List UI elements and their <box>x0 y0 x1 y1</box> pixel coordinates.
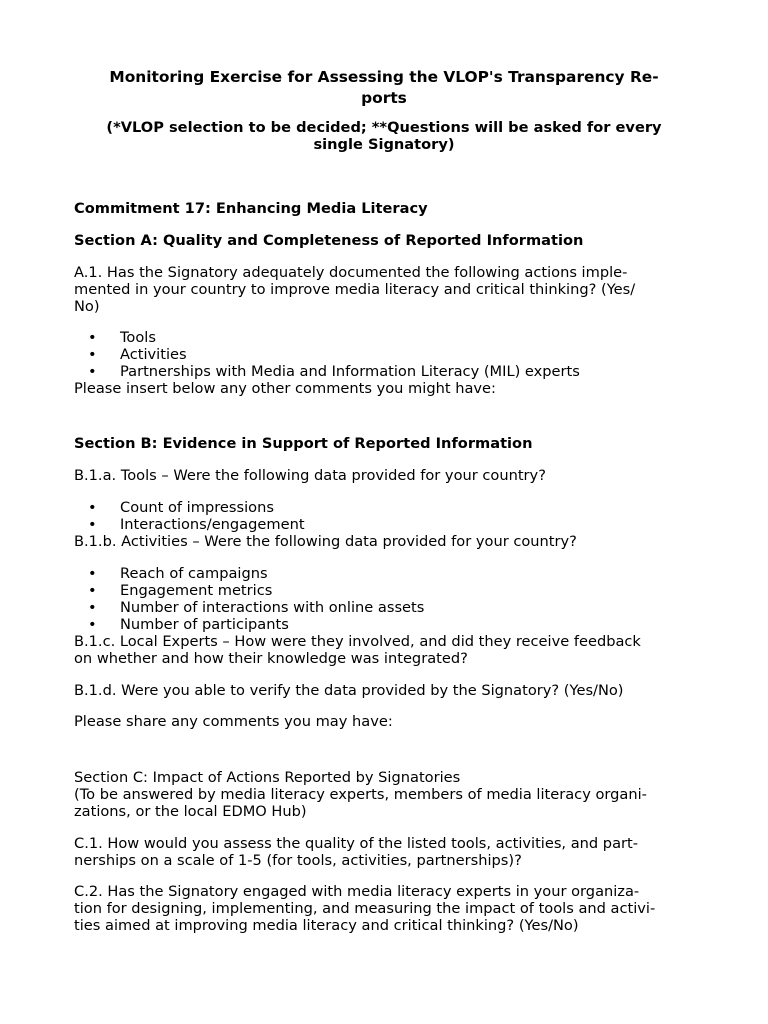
section-b-heading: Section B: Evidence in Support of Reported Information <box>74 435 533 452</box>
question-b1b: B.1.b. Activities – Were the following data provided for your country? <box>74 533 577 550</box>
title-line: ports <box>361 89 407 107</box>
question-c2-line: C.2. Has the Signatory engaged with media literacy experts in your organiza- <box>74 883 640 900</box>
section-c-note-line: (To be answered by media literacy experts, members of media literacy organi- <box>74 786 647 803</box>
bullet-icon: • <box>88 616 97 633</box>
question-c1-line: nerships on a scale of 1-5 (for tools, activities, partnerships)? <box>74 852 522 869</box>
bullet-icon: • <box>88 565 97 582</box>
commitment-heading: Commitment 17: Enhancing Media Literacy <box>74 200 428 217</box>
question-b1d: B.1.d. Were you able to verify the data provided by the Signatory? (Yes/No) <box>74 682 624 699</box>
bullet-icon: • <box>88 582 97 599</box>
question-a1-line: No) <box>74 298 100 315</box>
bullet-icon: • <box>88 516 97 533</box>
question-c2 <box>74 883 696 934</box>
question-b1c <box>74 633 696 667</box>
list-item: • Number of interactions with online assets <box>88 599 425 616</box>
b1a-bullet-list <box>74 499 696 533</box>
question-a1 <box>74 264 696 315</box>
question-c1-line: C.1. How would you assess the quality of the listed tools, activities, and part- <box>74 835 639 852</box>
bullet-icon: • <box>88 363 97 380</box>
list-item: • Reach of campaigns <box>88 565 268 582</box>
list-item: • Interactions/engagement <box>88 516 305 533</box>
bullet-icon: • <box>88 499 97 516</box>
b1b-bullet-list <box>74 565 696 633</box>
question-a1-line: mented in your country to improve media literacy and critical thinking? (Yes/ <box>74 281 636 298</box>
question-a1-line: A.1. Has the Signatory adequately documented the following actions imple- <box>74 264 628 281</box>
section-a-comment-prompt: Please insert below any other comments you might have: <box>74 380 496 397</box>
section-c-heading: Section C: Impact of Actions Reported by Signatories <box>74 769 461 786</box>
list-item: • Partnerships with Media and Information Literacy (MIL) experts <box>88 363 580 380</box>
list-item: • Activities <box>88 346 187 363</box>
list-item: • Engagement metrics <box>88 582 273 599</box>
section-c <box>74 769 696 820</box>
document-subtitle <box>0 119 768 153</box>
bullet-icon: • <box>88 599 97 616</box>
section-a-bullet-list <box>74 329 696 380</box>
title-line: Monitoring Exercise for Assessing the VLOP's Transparency Re- <box>109 68 659 86</box>
subtitle-line: (*VLOP selection to be decided; **Questions will be asked for every <box>106 119 662 136</box>
question-c2-line: ties aimed at improving media literacy and critical thinking? (Yes/No) <box>74 917 579 934</box>
bullet-icon: • <box>88 346 97 363</box>
question-c2-line: tion for designing, implementing, and measuring the impact of tools and activi- <box>74 900 656 917</box>
list-item: • Number of participants <box>88 616 289 633</box>
bullet-icon: • <box>88 329 97 346</box>
question-b1c-line: B.1.c. Local Experts – How were they involved, and did they receive feedback <box>74 633 641 650</box>
question-b1c-line: on whether and how their knowledge was integrated? <box>74 650 468 667</box>
document-title <box>0 67 768 109</box>
section-c-note-line: zations, or the local EDMO Hub) <box>74 803 307 820</box>
subtitle-line: single Signatory) <box>313 136 455 153</box>
list-item: • Count of impressions <box>88 499 274 516</box>
section-a-heading: Section A: Quality and Completeness of Reported Information <box>74 232 584 249</box>
list-item: • Tools <box>88 329 156 346</box>
question-c1 <box>74 835 696 869</box>
section-b-comment-prompt: Please share any comments you may have: <box>74 713 393 730</box>
question-b1a: B.1.a. Tools – Were the following data provided for your country? <box>74 467 546 484</box>
